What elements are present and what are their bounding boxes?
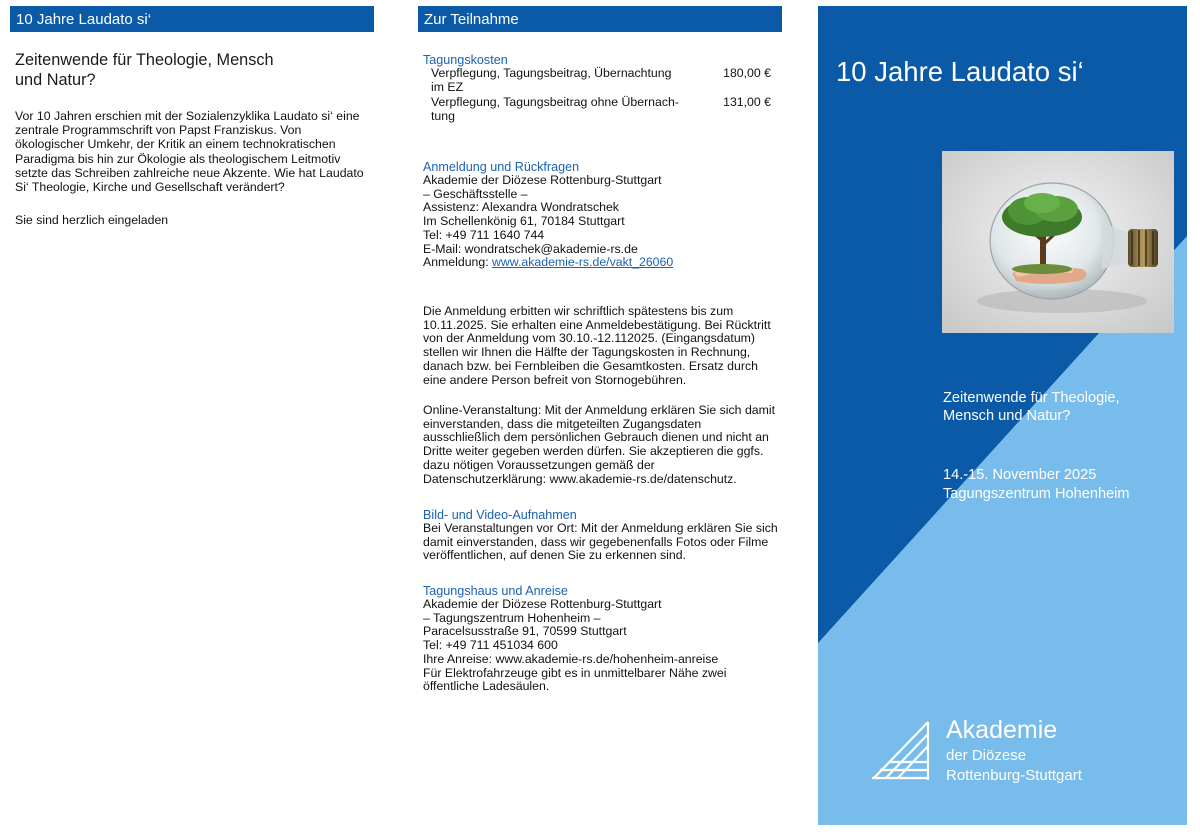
registration-link-line xyxy=(423,256,779,270)
cost-label xyxy=(431,96,701,123)
costs-title: Tagungskosten xyxy=(423,53,508,67)
venue-section xyxy=(423,584,779,694)
cover-subtitle xyxy=(943,389,1183,425)
cost-price: 180,00 € xyxy=(723,66,771,80)
cost-label-line2: im EZ xyxy=(431,79,464,94)
deadline-section xyxy=(423,305,779,387)
deadline-paragraph: Die Anmeldung erbitten wir schriftlich spätestens bis zum 10.11.2025. Sie erhalten eine Anmeldebestätigung. Bei Rücktritt von der Anmeldung vom 30.10.-12.112025. (Eingangsdatum) stellen wir Ihnen die Hälfte der Tagungskosten in Rechnung, danach bzw. bei Fernbleiben die Gesamtkosten. Ersatz durch eine andere Person befreit von Stornogebühren. xyxy=(423,304,771,387)
venue-line: Ihre Anreise: www.akademie-rs.de/hohenheim-anreise xyxy=(423,651,719,666)
cost-label xyxy=(431,67,701,94)
cost-label-line2: tung xyxy=(431,109,455,124)
venue-line: Paracelsusstraße 91, 70599 Stuttgart xyxy=(423,624,627,639)
left-subtitle xyxy=(15,50,345,90)
media-section xyxy=(423,508,779,563)
lightbulb-tree-image xyxy=(942,151,1174,333)
logo-name: Akademie xyxy=(946,716,1058,744)
cover-venue: Tagungszentrum Hohenheim xyxy=(943,486,1130,502)
cover-subtitle-line2: Mensch und Natur? xyxy=(943,408,1071,424)
registration-line: – Geschäftsstelle – xyxy=(423,186,528,201)
venue-line: – Tagungszentrum Hohenheim – xyxy=(423,610,601,625)
media-title: Bild- und Video-Aufnahmen xyxy=(423,508,577,522)
registration-line: E-Mail: wondratschek@akademie-rs.de xyxy=(423,241,638,256)
costs-section xyxy=(423,53,779,124)
invitation-text: Sie sind herzlich eingeladen xyxy=(15,213,169,227)
cost-row xyxy=(423,67,779,94)
akademie-logo xyxy=(870,712,1180,792)
ev-charging-text: Für Elektrofahrzeuge gibt es in unmittelbarer Nähe zwei öffentliche Ladesäulen. xyxy=(423,665,727,694)
akademie-logo-mark-icon xyxy=(870,718,936,784)
logo-sub-line2: Rottenburg-Stuttgart xyxy=(946,767,1082,784)
media-paragraph: Bei Veranstaltungen vor Ort: Mit der Anmeldung erklären Sie sich damit einverstanden, dass wir gegebenenfalls Fotos oder Filme veröffentlichen, auf denen Sie zu erkennen sind. xyxy=(423,521,778,563)
cost-price: 131,00 € xyxy=(723,95,771,110)
intro-paragraph: Vor 10 Jahren erschien mit der Sozialenzyklika Laudato si‘ eine zentrale Programmschrift von Papst Franziskus. Von ökologischer Umkehr, der Kritik an einem technokratischen Paradigma bis hin zur Ökologie als theologischem Leitmotiv setzte das Schreiben zahlreiche neue Akzente. Wie hat Laudato Si‘ Theologie, Kirche und Gesellschaft verändert? xyxy=(15,109,364,195)
venue-line: Tel: +49 711 451034 600 xyxy=(423,638,558,653)
cover-title: 10 Jahre Laudato si‘ xyxy=(836,56,1084,87)
online-paragraph: Online-Veranstaltung: Mit der Anmeldung erklären Sie sich damit einverstanden, dass die mitgeteilten Zugangsdaten ausschließlich dem persönlichen Gebrauch dienen und nicht an Dritte weiter gegeben werden dürfen. Sie akzeptieren die ggfs. dazu nötigen Voraussetzungen gemäß der Datenschutzerklärung: www.akademie-rs.de/datenschutz. xyxy=(423,403,776,486)
registration-section xyxy=(423,160,779,270)
cover-panel xyxy=(818,6,1187,825)
cost-row xyxy=(423,96,779,123)
cost-label-line1: Verpflegung, Tagungsbeitrag, Übernachtung xyxy=(431,66,672,80)
registration-line: Tel: +49 711 1640 744 xyxy=(423,227,545,242)
registration-link[interactable]: www.akademie-rs.de/vakt_26060 xyxy=(492,255,674,270)
left-subtitle-line1: Zeitenwende für Theologie, Mensch xyxy=(15,51,274,69)
left-header-bar: 10 Jahre Laudato si‘ xyxy=(10,6,374,32)
logo-sub-line1: der Diözese xyxy=(946,747,1027,764)
registration-link-prefix: Anmeldung: xyxy=(423,255,493,270)
registration-line: Akademie der Diözese Rottenburg-Stuttgart xyxy=(423,173,662,187)
participation-header-bar: Zur Teilnahme xyxy=(418,6,782,32)
venue-title: Tagungshaus und Anreise xyxy=(423,584,568,598)
cost-label-line1: Verpflegung, Tagungsbeitrag ohne Übernach- xyxy=(431,95,679,110)
left-subtitle-line2: und Natur? xyxy=(15,71,96,89)
cover-date: 14.-15. November 2025 xyxy=(943,467,1097,483)
venue-line: Akademie der Diözese Rottenburg-Stuttgart xyxy=(423,597,662,611)
registration-line: Im Schellenkönig 61, 70184 Stuttgart xyxy=(423,214,625,229)
registration-line: Assistenz: Alexandra Wondratschek xyxy=(423,200,619,215)
cover-date-venue xyxy=(943,466,1183,504)
registration-title: Anmeldung und Rückfragen xyxy=(423,160,580,174)
cover-subtitle-line1: Zeitenwende für Theologie, xyxy=(943,390,1120,406)
online-section xyxy=(423,404,779,486)
